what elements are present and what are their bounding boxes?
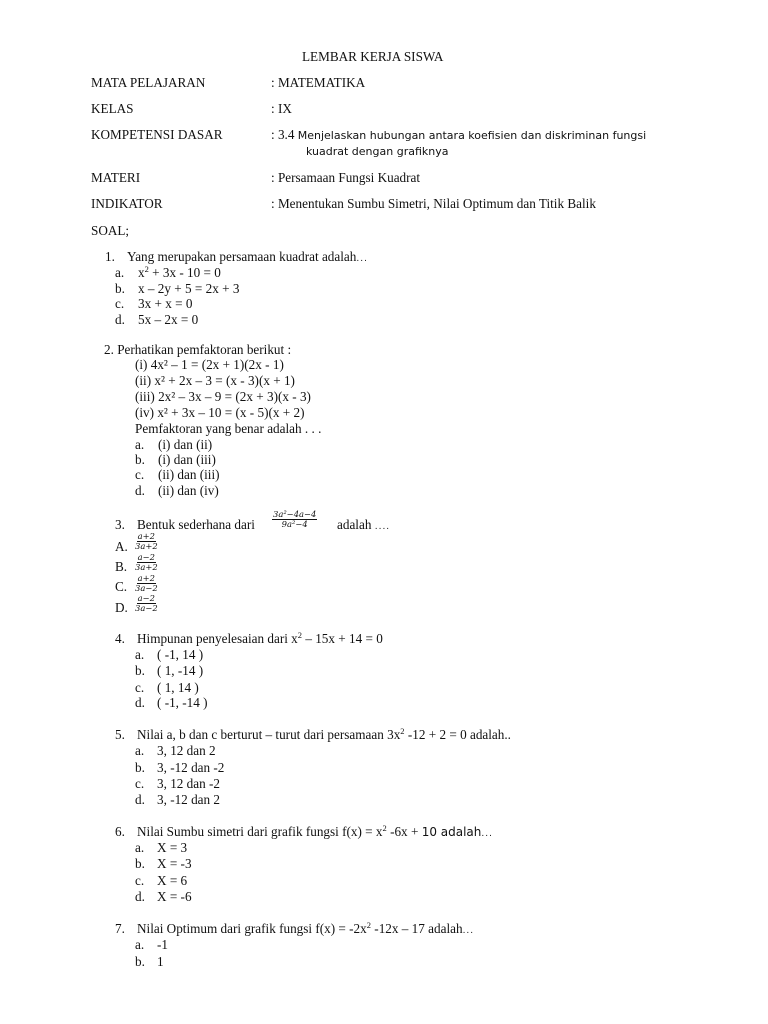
option-text: ( 1, 14 ): [157, 680, 199, 695]
label-indikator: INDIKATOR: [91, 196, 163, 211]
option-text: 3, 12 dan 2: [157, 743, 216, 758]
option-label: c.: [135, 873, 145, 888]
option-text: 3x + x = 0: [138, 296, 193, 311]
question-text: Nilai Sumbu simetri dari grafik fungsi $f(x) = x^2$ -6x + 10 adalah...: [137, 823, 493, 839]
option-text: 3, 12 dan -2: [157, 776, 220, 791]
option-label: b.: [135, 856, 145, 871]
fraction-denominator: 9a²−4: [281, 519, 308, 530]
option-label: B.: [115, 559, 128, 574]
value-mata-pelajaran: : MATEMATIKA: [271, 75, 366, 90]
option-fraction: $\frac{a-2}{3a-2}$: [135, 593, 158, 614]
option-label: b.: [135, 452, 145, 467]
option-label: c.: [135, 776, 145, 791]
factoring-item: (iv) x² + 3x – 10 = (x - 5)(x + 2): [135, 405, 305, 420]
option-label: d.: [135, 695, 145, 710]
option-text: -1: [157, 937, 168, 952]
option-label: b.: [115, 281, 125, 296]
option-label: a.: [115, 265, 125, 280]
option-fraction: $\frac{a-2}{3a+2}$: [135, 552, 158, 573]
option-label: d.: [135, 889, 145, 904]
option-text: X = -6: [157, 889, 192, 904]
worksheet-title: LEMBAR KERJA SISWA: [302, 49, 444, 64]
option-label: c.: [135, 680, 145, 695]
option-label: a.: [135, 937, 145, 952]
option-label: c.: [135, 467, 145, 482]
value-kelas: : IX: [271, 101, 292, 116]
value-indikator: : Menentukan Sumbu Simetri, Nilai Optimum dan Titik Balik: [271, 196, 596, 211]
option-text: ( -1, -14 ): [157, 695, 208, 710]
factoring-item: (ii) x² + 2x – 3 = (x - 3)(x + 1): [135, 373, 295, 388]
option-label: d.: [135, 483, 145, 498]
option-label: a.: [135, 437, 145, 452]
question-number: 1.: [105, 249, 115, 264]
option-text: X = 3: [157, 840, 188, 855]
question-number: 6.: [115, 824, 125, 839]
factoring-item: (i) 4x² – 1 = (2x + 1)(2x - 1): [135, 357, 284, 372]
option-label: d.: [135, 792, 145, 807]
label-mata-pelajaran: MATA PELAJARAN: [91, 75, 206, 90]
question-text: 2. Perhatikan pemfaktoran berikut :: [104, 342, 292, 357]
option-text: (i) dan (iii): [158, 452, 216, 467]
option-label: b.: [135, 954, 145, 969]
question-text: Himpunan penyelesaian dari $x^2 - 15x + 14 = 0$: [137, 630, 383, 646]
option-text: x – 2y + 5 = 2x + 3: [138, 281, 240, 296]
option-text: (ii) dan (iv): [158, 483, 219, 498]
question-text: Yang merupakan persamaan kuadrat adalah...: [127, 249, 368, 264]
option-text: 3, -12 dan -2: [157, 760, 225, 775]
option-label: C.: [115, 579, 128, 594]
kompetensi-code: : 3.4: [271, 127, 295, 142]
value-materi: : Persamaan Fungsi Kuadrat: [271, 170, 421, 185]
soal-heading: SOAL;: [91, 223, 130, 238]
fraction-numerator: 3a²−4a−4: [273, 509, 317, 519]
question-text-tail: adalah ....: [337, 517, 391, 532]
question-number: 3.: [115, 517, 125, 532]
value-kompetensi-dasar: [271, 128, 646, 141]
option-text: 3, -12 dan 2: [157, 792, 220, 807]
option-label: A.: [115, 539, 128, 554]
option-label: a.: [135, 743, 145, 758]
option-label: c.: [115, 296, 125, 311]
option-text: ( -1, 14 ): [157, 647, 204, 662]
question-text: Nilai a, b dan c berturut – turut dari persamaan $3x^2$ -12 + 2 = 0 adalah..: [137, 726, 511, 742]
question-number: 5.: [115, 727, 125, 742]
option-text: (ii) dan (iii): [158, 467, 220, 482]
question-text: Nilai Optimum dari grafik fungsi $f(x) = -2x^2$ -12x – 17 adalah...: [137, 920, 475, 936]
option-text: (i) dan (ii): [158, 437, 213, 452]
question-number: 4.: [115, 631, 125, 646]
factoring-item: (iii) 2x² – 3x – 9 = (2x + 3)(x - 3): [135, 389, 311, 404]
option-text: ( 1, -14 ): [157, 663, 204, 678]
option-label: D.: [115, 600, 128, 615]
option-fraction: $\frac{a+2}{3a-2}$: [135, 573, 158, 594]
option-label: a.: [135, 647, 145, 662]
option-label: a.: [135, 840, 145, 855]
option-text: 5x – 2x = 0: [138, 312, 199, 327]
kompetensi-text-line2: kuadrat dengan grafiknya: [306, 145, 449, 158]
option-text: $x^2 + 3x - 10 = 0$: [138, 264, 221, 280]
option-label: b.: [135, 760, 145, 775]
question-number: 7.: [115, 921, 125, 936]
kompetensi-text-line1: Menjelaskan hubungan antara koefisien dan diskriminan fungsi: [297, 129, 647, 142]
label-kelas: KELAS: [91, 101, 134, 116]
question-prompt: Pemfaktoran yang benar adalah . . .: [135, 421, 322, 436]
label-kompetensi-dasar: KOMPETENSI DASAR: [91, 127, 223, 142]
option-text: 1: [157, 954, 164, 969]
label-materi: MATERI: [91, 170, 141, 185]
question-text: Bentuk sederhana dari: [137, 517, 255, 532]
option-label: b.: [135, 663, 145, 678]
option-text: X = 6: [157, 873, 188, 888]
option-text: X = -3: [157, 856, 192, 871]
option-fraction: $\frac{a+2}{3a+2}$: [135, 531, 158, 552]
fraction-expression: [272, 510, 317, 529]
option-label: d.: [115, 312, 125, 327]
